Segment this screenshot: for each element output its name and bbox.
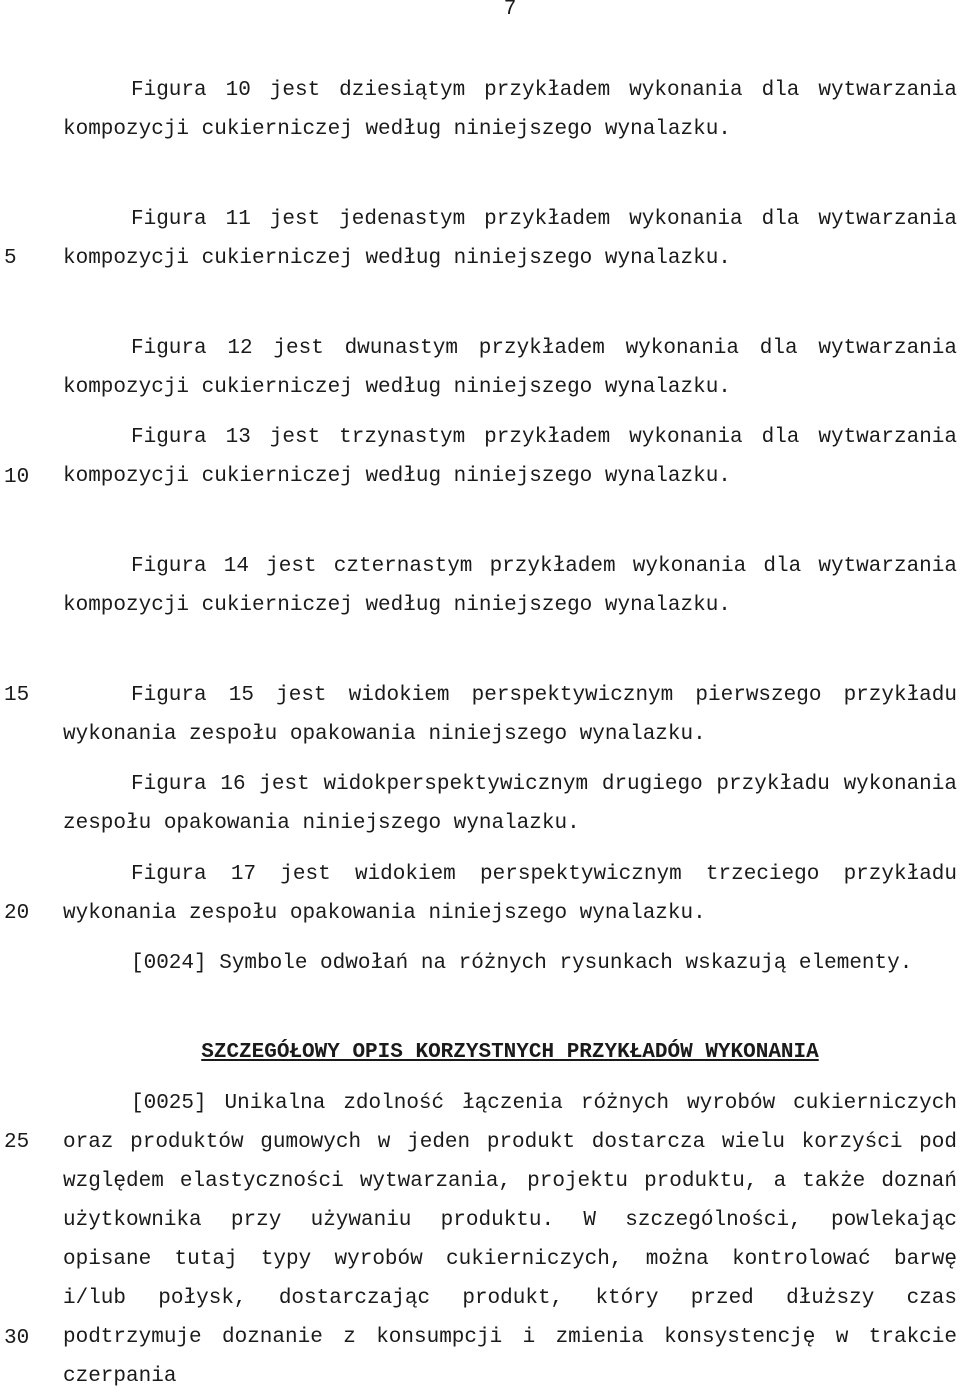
figure-15-description: Figura 15 jest widokiem perspektywicznym pierwszego przykładu wykonania zespołu opakowania niniejszego wynalazku.: [63, 684, 957, 746]
line-number-30: 30: [4, 1327, 30, 1350]
line-number-15: 15: [4, 684, 30, 707]
paragraph-0024: [0024] Symbole odwołań na różnych rysunkach wskazują elementy.: [131, 952, 913, 975]
figure-10-description: Figura 10 jest dziesiątym przykładem wykonania dla wytwarzania kompozycji cukierniczej według niniejszego wynalazku.: [63, 79, 957, 141]
line-number-20: 20: [4, 902, 30, 925]
figure-12-description: Figura 12 jest dwunastym przykładem wykonania dla wytwarzania kompozycji cukierniczej według niniejszego wynalazku.: [63, 337, 957, 399]
line-number-25: 25: [4, 1131, 30, 1154]
figure-17-description: Figura 17 jest widokiem perspektywicznym trzeciego przykładu wykonania zespołu opakowania niniejszego wynalazku.: [63, 863, 957, 925]
figure-11-description: Figura 11 jest jedenastym przykładem wykonania dla wytwarzania kompozycji cukierniczej według niniejszego wynalazku.: [63, 208, 957, 270]
paragraph-0025: [0025] Unikalna zdolność łączenia różnych wyrobów cukierniczych oraz produktów gumowych w jeden produkt dostarcza wielu korzyści pod względem elastyczności wytwarzania, projektu produktu, a także doznań użytkownika przy używaniu produktu. W szczególności, powlekając opisane tutaj typy wyrobów cukierniczych, można kontrolować barwę i/lub połysk, dostarczając produkt, który przed dłuższy czas podtrzymuje doznanie z konsumpcji i zmienia konsystencję w trakcie czerpania: [63, 1092, 957, 1388]
figure-16-description: Figura 16 jest widokperspektywicznym drugiego przykładu wykonania zespołu opakowania niniejszego wynalazku.: [63, 773, 957, 835]
page-number: 7: [503, 0, 517, 21]
line-number-5: 5: [4, 247, 17, 270]
figure-13-description: Figura 13 jest trzynastym przykładem wykonania dla wytwarzania kompozycji cukierniczej według niniejszego wynalazku.: [63, 426, 957, 488]
figure-14-description: Figura 14 jest czternastym przykładem wykonania dla wytwarzania kompozycji cukierniczej według niniejszego wynalazku.: [63, 555, 957, 617]
line-number-10: 10: [4, 466, 30, 489]
section-heading: SZCZEGÓŁOWY OPIS KORZYSTNYCH PRZYKŁADÓW WYKONANIA: [201, 1041, 819, 1064]
